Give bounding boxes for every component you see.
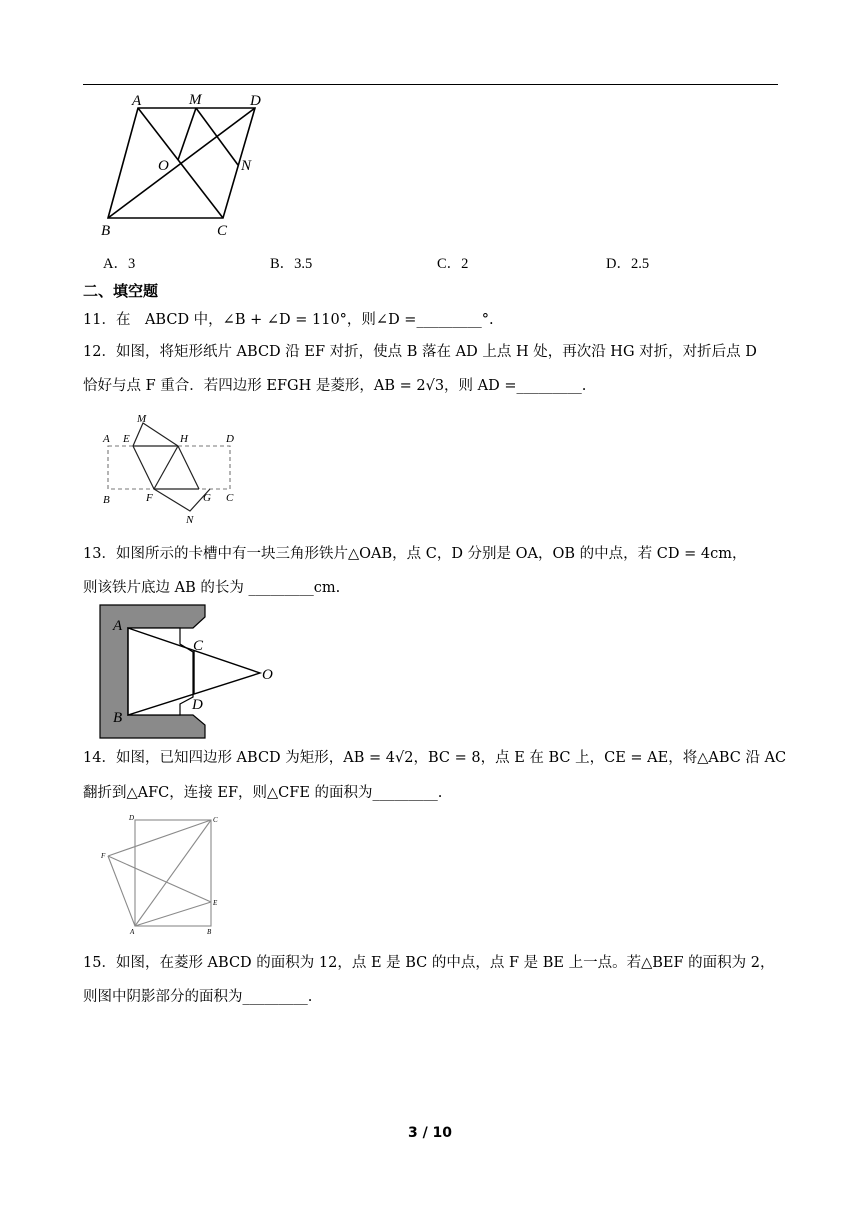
q14-label-F: F — [101, 852, 106, 860]
option-letter: A． — [103, 256, 128, 272]
option-value: 2 — [461, 256, 469, 272]
q13-line-2: 则该铁片底边 AB 的长为 _________cm. — [83, 580, 341, 596]
option-value: 3.5 — [294, 256, 313, 272]
q14-label-B: B — [207, 928, 212, 936]
q12-folding-figure — [98, 408, 243, 528]
q13-label-C: C — [193, 638, 204, 654]
section-title: 二、填空题 — [83, 282, 159, 300]
option-value: 3 — [127, 256, 136, 272]
q10-label-B: B — [101, 223, 111, 239]
q14-label-C: C — [213, 816, 218, 824]
page-number: 3 / 10 — [407, 1125, 453, 1141]
q12-label-H: H — [180, 433, 188, 445]
q10-option-a — [103, 252, 135, 273]
q13-line-1: 13．如图所示的卡槽中有一块三角形铁片△OAB，点 C，D 分别是 OA，OB 的中点，若 CD = 4cm， — [83, 546, 747, 562]
q14-line-1: 14．如图，已知四边形 ABCD 为矩形，AB = 4√2，BC = 8，点 E 在 BC 上，CE = AE，将△ABC 沿 AC — [83, 750, 787, 766]
option-letter: D． — [606, 256, 631, 272]
q10-label-N: N — [241, 158, 252, 174]
q14-label-A: A — [130, 928, 135, 936]
q12-label-C: C — [226, 492, 234, 504]
q12-line-1: 12．如图，将矩形纸片 ABCD 沿 EF 对折，使点 B 落在 AD 上点 H 处，再次沿 HG 对折，对折后点 D — [83, 344, 757, 360]
option-value: 2.5 — [630, 256, 650, 272]
q10-label-D: D — [250, 93, 261, 109]
q11-text: 11．在 ABCD 中，∠B + ∠D = 110°，则∠D =_________°. — [83, 312, 494, 328]
q13-label-O: O — [262, 667, 273, 683]
q10-label-C: C — [217, 223, 228, 239]
q12-label-G: G — [203, 492, 211, 504]
q12-label-B: B — [103, 494, 110, 506]
q13-label-A: A — [113, 618, 123, 634]
q13-label-B: B — [113, 710, 123, 726]
header-rule — [83, 84, 778, 85]
q10-option-b — [270, 252, 312, 273]
q14-label-D: D — [129, 814, 135, 822]
q10-label-M: M — [189, 92, 202, 108]
q12-line-2: 恰好与点 F 重合．若四边形 EFGH 是菱形，AB = 2√3，则 AD =_________. — [83, 378, 587, 394]
q15-line-1: 15．如图，在菱形 ABCD 的面积为 12，点 E 是 BC 的中点，点 F 是 BE 上一点。若△BEF 的面积为 2， — [83, 955, 775, 971]
q12-label-E: E — [123, 433, 130, 445]
q10-option-d — [606, 252, 649, 273]
option-letter: B． — [270, 256, 295, 272]
q13-slot-figure — [96, 600, 281, 740]
option-letter: C． — [437, 256, 462, 272]
q10-parallelogram-figure — [95, 88, 280, 240]
q12-label-N: N — [186, 514, 194, 526]
q12-label-M: M — [137, 413, 147, 425]
q10-label-O: O — [158, 158, 169, 174]
q14-line-2: 翻折到△AFC，连接 EF，则△CFE 的面积为_________. — [83, 785, 443, 801]
q15-line-2: 则图中阴影部分的面积为_________. — [83, 989, 313, 1005]
q10-label-A: A — [132, 93, 142, 109]
q12-label-A: A — [103, 433, 110, 445]
q14-label-E: E — [213, 899, 218, 907]
q12-label-D: D — [226, 433, 234, 445]
q12-label-F: F — [146, 492, 153, 504]
q10-option-c — [437, 252, 468, 273]
q14-rectangle-fold-figure — [98, 810, 228, 940]
q13-label-D: D — [192, 697, 203, 713]
